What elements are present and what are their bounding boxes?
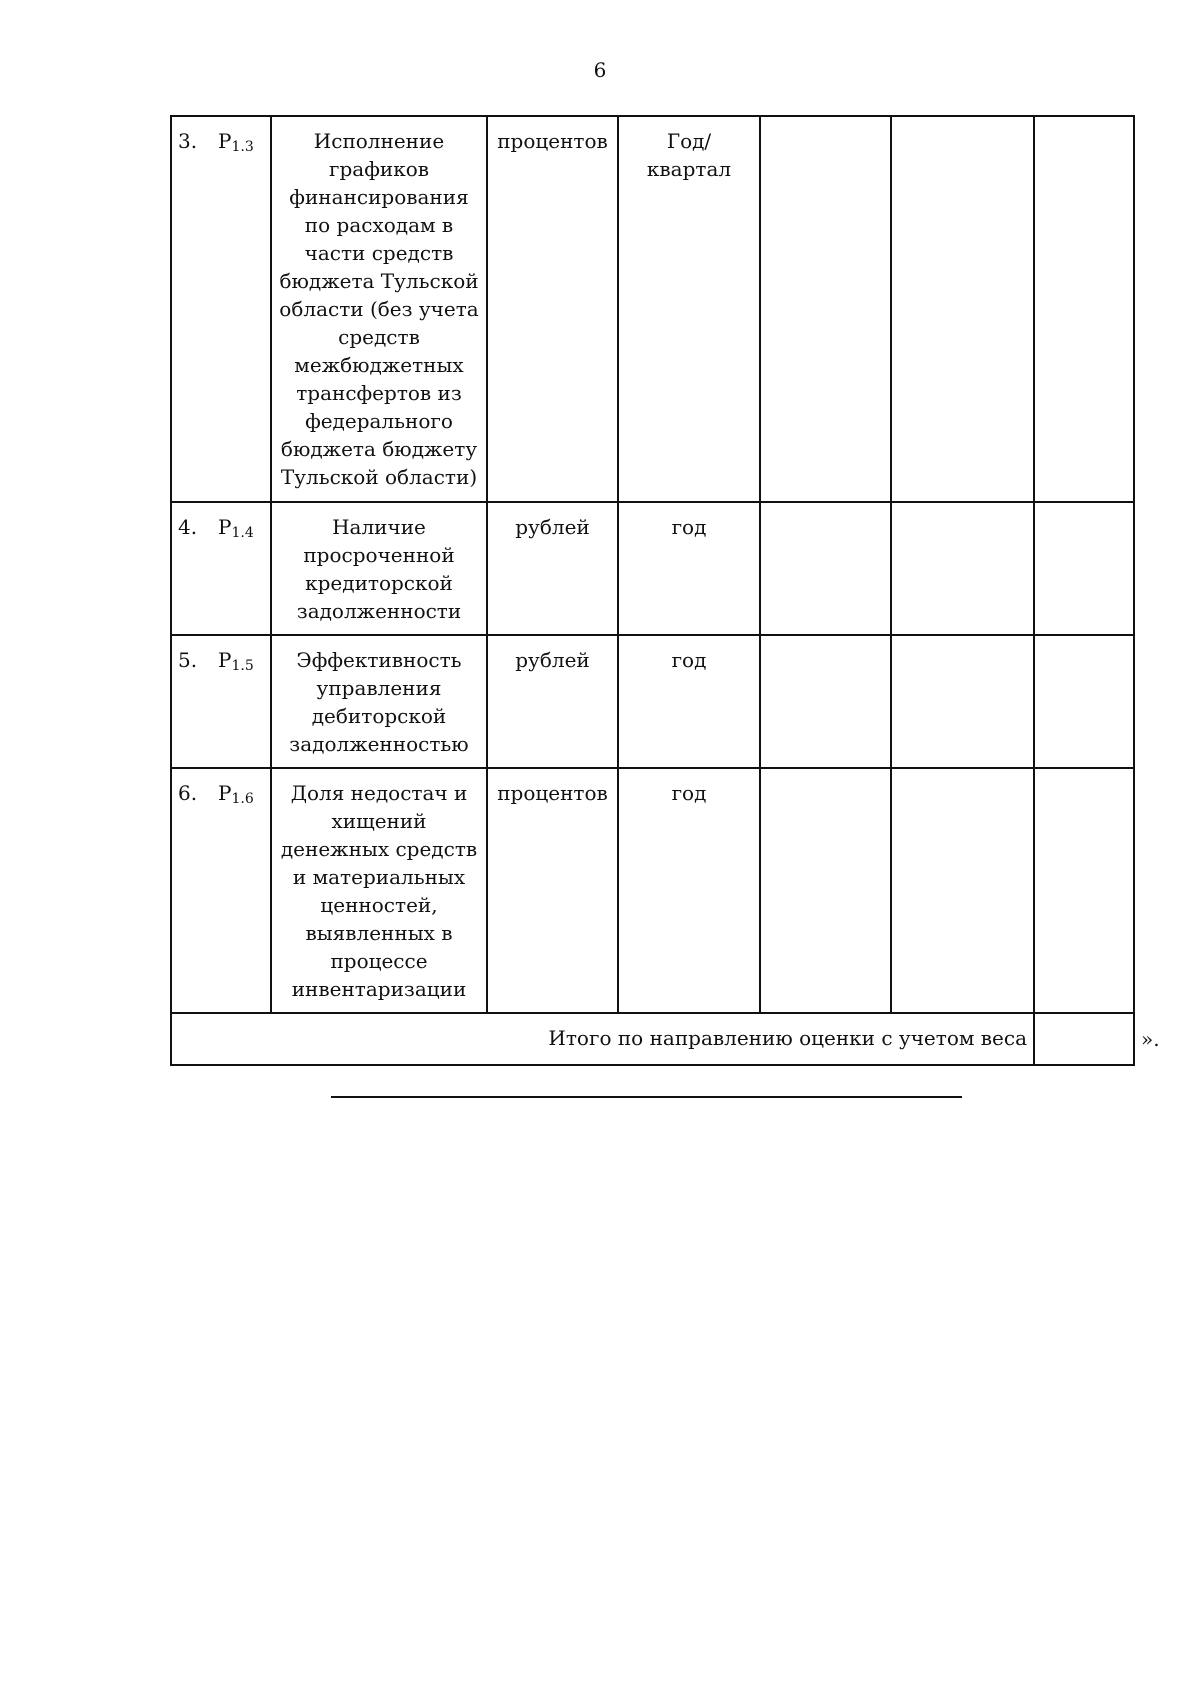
period-cell: год (618, 768, 760, 1013)
empty-cell (760, 502, 891, 635)
empty-cell (760, 116, 891, 502)
table-row (171, 116, 1134, 502)
row-number-cell (171, 502, 271, 635)
row-number-cell (171, 768, 271, 1013)
unit-cell: процентов (487, 116, 618, 502)
empty-cell (891, 635, 1034, 768)
total-label: Итого по направлению оценки с учетом веса (171, 1013, 1034, 1065)
unit-cell: процентов (487, 768, 618, 1013)
empty-cell (1034, 635, 1134, 768)
end-separator-line (331, 1096, 962, 1098)
unit-cell: рублей (487, 635, 618, 768)
indicator-code: $P_{1.5}$ (218, 648, 254, 674)
table-row (171, 768, 1134, 1013)
indicator-name: Исполнение графиков финансирования по расходам в части средств бюджета Тульской области (без учета средств межбюджетных трансфертов из федерального бюджета бюджету Тульской области) (271, 116, 487, 502)
period-cell: год (618, 502, 760, 635)
page-number: 6 (593, 58, 607, 82)
indicator-code: $P_{1.3}$ (218, 129, 254, 155)
empty-cell (1034, 768, 1134, 1013)
empty-cell (760, 768, 891, 1013)
indicator-name: Наличие просроченной кредиторской задолженности (271, 502, 487, 635)
indicators-table (170, 115, 1135, 1066)
row-number: 3. (178, 129, 198, 153)
row-number-cell (171, 116, 271, 502)
indicator-name: Доля недостач и хищений денежных средств и материальных ценностей, выявленных в процессе инвентаризации (271, 768, 487, 1013)
row-number: 6. (178, 781, 198, 805)
table-row (171, 635, 1134, 768)
empty-cell (891, 116, 1034, 502)
closing-quote-mark: ». (1141, 1027, 1160, 1051)
empty-cell (760, 635, 891, 768)
indicator-name: Эффективность управления дебиторской задолженностью (271, 635, 487, 768)
indicator-code: $P_{1.6}$ (218, 781, 254, 807)
row-number: 4. (178, 515, 198, 539)
empty-cell (1034, 502, 1134, 635)
total-value-cell (1034, 1013, 1134, 1065)
table-row (171, 502, 1134, 635)
row-number: 5. (178, 648, 198, 672)
row-number-cell (171, 635, 271, 768)
period-cell: Год/квартал (618, 116, 760, 502)
unit-cell: рублей (487, 502, 618, 635)
indicator-code: $P_{1.4}$ (218, 515, 254, 541)
total-row (171, 1013, 1134, 1065)
empty-cell (1034, 116, 1134, 502)
empty-cell (891, 768, 1034, 1013)
empty-cell (891, 502, 1034, 635)
period-cell: год (618, 635, 760, 768)
